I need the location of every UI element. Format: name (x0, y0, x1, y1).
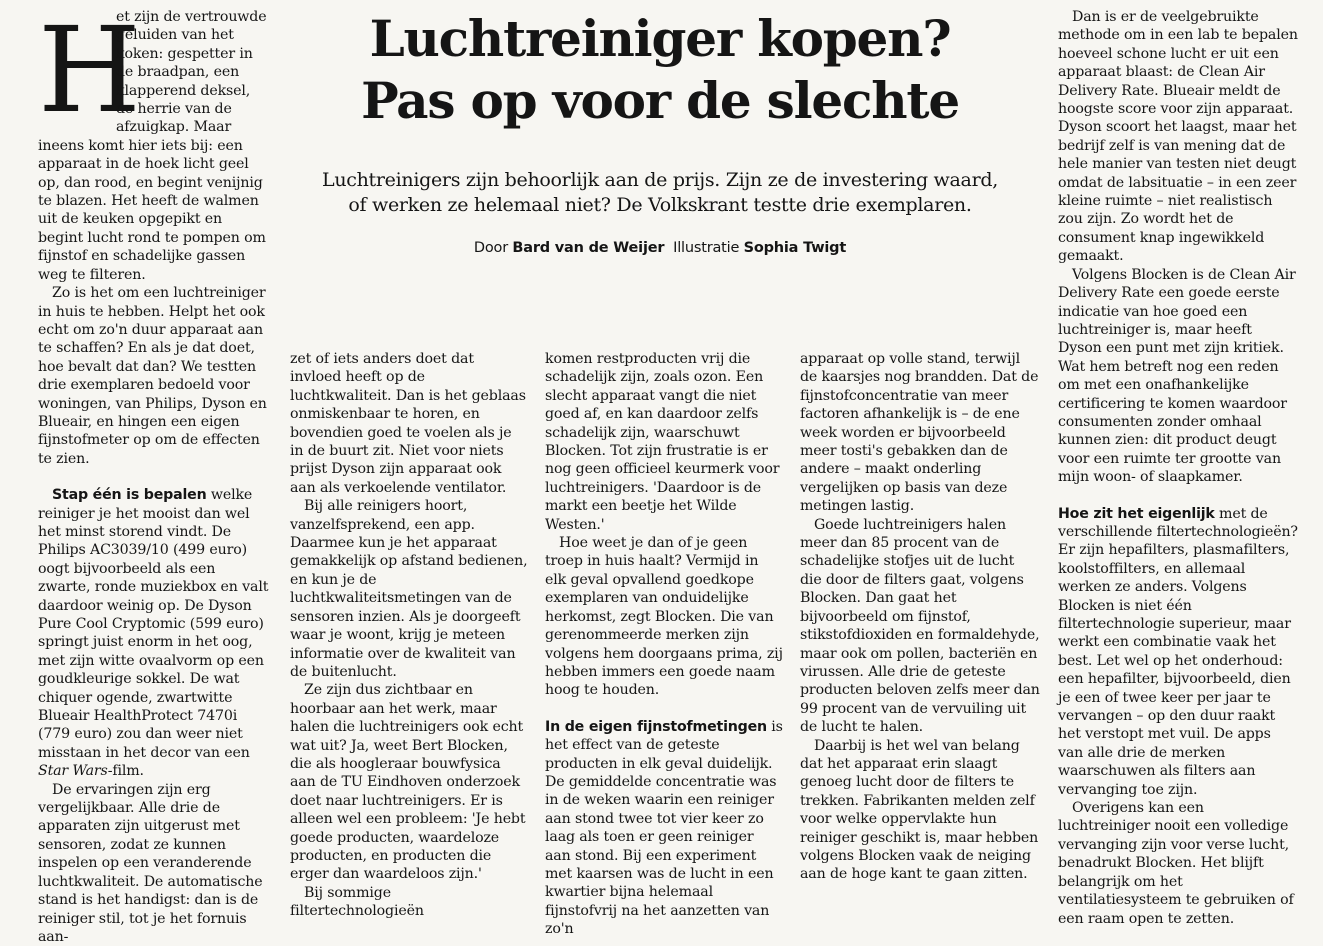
paragraph: komen restproducten vrij die schadelijk zijn, zoals ozon. Een slecht apparaat vangt die niet goed af, en kan daardoor zelfs schadelijk zijn, waarschuwt Blocken. Tot zijn frustratie is er nog geen officieel keurmerk voor luchtreinigers. 'Daardoor is de markt een beetje het Wilde Westen.' (545, 351, 780, 533)
paragraph: Goede luchtreinigers halen meer dan 85 procent van de schadelijke stofjes uit de lucht die door de filters gaat, volgens Blocken. Dan gaat het bijvoorbeeld om fijnstof, stikstofdioxiden en formaldehyde, maar ook om pollen, bacteriën en virussen. Alle drie de geteste producten beloven zelfs meer dan 99 procent van de vervuiling uit de lucht te halen. (800, 516, 1040, 736)
paragraph: Overigens kan een luchtreiniger nooit een volledige vervanging zijn voor verse lucht, benadrukt Blocken. Het blijft belangrijk om het ventilatiesysteem te gebruiken of een raam open te zetten. (1058, 800, 1294, 927)
paragraph: Daarbij is het wel van belang dat het apparaat erin slaagt genoeg lucht door de filters te trekken. Fabrikanten melden zelf voor welke oppervlakte hun reiniger geschikt is, maar hebben volgens Blocken vaak de neiging aan de hoge kant te gaan zitten. (800, 737, 1039, 883)
byline (300, 240, 1020, 256)
deck (300, 168, 1020, 218)
byline-author-label: Door (473, 240, 508, 256)
headline (290, 8, 1030, 132)
paragraph-text: -film. (107, 763, 144, 780)
article-column-1 (38, 1, 270, 946)
paragraph: Bij alle reinigers hoort, vanzelfsprekend, een app. Daarmee kun je het apparaat gemakkelijk op afstand bedienen, en kun je de luchtkwaliteitsmetingen van de sensoren inzien. Als je doorgeeft waar je woont, krijg je meteen informatie over de kwaliteit van de buitenlucht. (290, 498, 528, 680)
article-column-3 (545, 350, 783, 939)
article-column-2 (290, 350, 528, 921)
byline-author: Bard van de Weijer (512, 240, 665, 256)
paragraph-text: welke reiniger je het mooist dan wel het minst storend vindt. De Philips AC3039/10 (499 euro) oogt bijvoorbeeld als een zwarte, ronde muziekbox en valt daardoor weinig op. De Dyson Pure Cool Cryptomic (599 euro) springt juist enorm in het oog, met zijn witte ovaalvorm op een goudkleurige sokkel. De wat chiquer ogende, zwartwitte Blueair HealthProtect 7470i (779 euro) zou dan weer niet misstaan in het decor van een (38, 487, 269, 761)
article-column-5 (1058, 8, 1298, 928)
intro-paragraph: et zijn de vertrouwde geluiden van het koken: gespetter in de braadpan, een klapperend deksel, de herrie van de afzuigkap. Maar ineens komt hier iets bij: een apparaat in de hoek licht geel op, dan rood, en begint venijnig te blazen. Het heeft de walmen uit de keuken opgepikt en begint lucht rond te pompen om fijnstof en schadelijke gassen weg te filteren. (38, 9, 267, 283)
section-lead: Stap één is bepalen (52, 487, 207, 504)
drop-cap: H (38, 1, 141, 139)
paragraph-italic: Star Wars (38, 763, 108, 780)
byline-illustrator: Sophia Twigt (743, 240, 847, 256)
paragraph: De ervaringen zijn erg vergelijkbaar. Alle drie de apparaten zijn uitgerust met sensoren, zodat ze kunnen inspelen op een veranderende luchtkwaliteit. De automatische stand is het handigst: dan is de reiniger stil, tot je het fornuis aan- (38, 781, 263, 945)
paragraph-text: is het effect van de geteste producten in elk geval duidelijk. De gemiddelde concentratie was in de weken waarin een reiniger aan stond twee tot vier keer zo laag als toen er geen reiniger aan stond. Bij een experiment met kaarsen was de lucht in een kwartier bijna helemaal fijnstofvrij na het aanzetten van zo'n (545, 718, 783, 938)
deck-line: of werken ze helemaal niet? De Volkskrant testte drie exemplaren. (348, 194, 972, 216)
paragraph: apparaat op volle stand, terwijl de kaarsjes nog brandden. Dat de fijnstofconcentratie van meer factoren afhankelijk is – de ene week worden er bijvoorbeeld meer tosti's gebakken dan de andere – maakt onderling vergelijken op basis van deze metingen lastig. (800, 351, 1039, 515)
headline-line: Luchtreiniger kopen? (369, 9, 951, 68)
paragraph: Dan is er de veelgebruikte methode om in een lab te bepalen hoeveel schone lucht er uit een apparaat blaast: de Clean Air Delivery Rate. Blueair meldt de hoogste score voor zijn apparaat. Dyson scoort het laagst, maar het bedrijf zelf is van mening dat de hele manier van testen niet deugt omdat de labsituatie – in een zeer kleine ruimte – niet realistisch zou zijn. Zo wordt het de consument knap ingewikkeld gemaakt. (1058, 9, 1298, 265)
paragraph (38, 486, 270, 781)
paragraph: Bij sommige filtertechnologieën (290, 884, 424, 920)
article-column-4 (800, 350, 1040, 884)
paragraph-text: met de verschillende filtertechnologieën? Er zijn hepafilters, plasmafilters, koolstoffilters, en allemaal werken ze anders. Volgens Blocken is niet één filtertechnologie superieur, maar werkt een combinatie vaak het best. Let wel op het onderhoud: een hepafilter, bijvoorbeeld, dien je een of twee keer per jaar te vervangen – op den duur raakt het verstopt met vuil. De apps van alle drie de merken waarschuwen als filters aan vervanging toe zijn. (1058, 505, 1298, 798)
paragraph (545, 718, 783, 939)
section-lead: Hoe zit het eigenlijk (1058, 505, 1215, 522)
deck-line: Luchtreinigers zijn behoorlijk aan de prijs. Zijn ze de investering waard, (322, 169, 998, 191)
headline-line: Pas op voor de slechte (361, 71, 959, 130)
section-lead: In de eigen fijnstofmetingen (545, 718, 767, 735)
paragraph: Volgens Blocken is de Clean Air Delivery Rate een goede eerste indicatie van hoe goed een luchtreiniger is, maar heeft Dyson een punt met zijn kritiek. Wat hem betreft nog een reden om met een onafhankelijke certificering te komen waardoor consumenten zonder omhaal kunnen zien: dit product deugt voor een ruimte ter grootte van mijn woon- of slaapkamer. (1058, 266, 1296, 486)
paragraph: Ze zijn dus zichtbaar en hoorbaar aan het werk, maar halen die luchtreinigers ook echt wat uit? Ja, weet Bert Blocken, die als hoogleraar bouwfysica aan de TU Eindhoven onderzoek doet naar luchtreinigers. Er is alleen wel een probleem: 'Je hebt goede producten, waardeloze producten, en producten die erger dan waardeloos zijn.' (290, 682, 526, 883)
paragraph: Hoe weet je dan of je geen troep in huis haalt? Vermijd in elk geval opvallend goedkope exemplaren van onduidelijke herkomst, zegt Blocken. Die van gerenommeerde merken zijn volgens hem doorgaans prima, zij hebben immers een goede naam hoog te houden. (545, 535, 783, 699)
paragraph: zet of iets anders doet dat invloed heeft op de luchtkwaliteit. Dan is het geblaas onmiskenbaar te horen, en bovendien goed te voelen als je in de buurt zit. Niet voor niets prijst Dyson zijn apparaat ook aan als verkoelende ventilator. (290, 351, 526, 496)
byline-illustration-label: Illustratie (673, 240, 740, 256)
paragraph (1058, 505, 1298, 800)
paragraph: Zo is het om een luchtreiniger in huis te hebben. Helpt het ook echt om zo'n duur apparaat aan te schaffen? En als je dat doet, hoe bevalt dat dan? We testten drie exemplaren bedoeld voor woningen, van Philips, Dyson en Blueair, en hingen een eigen fijnstofmeter op om de effecten te zien. (38, 285, 267, 467)
